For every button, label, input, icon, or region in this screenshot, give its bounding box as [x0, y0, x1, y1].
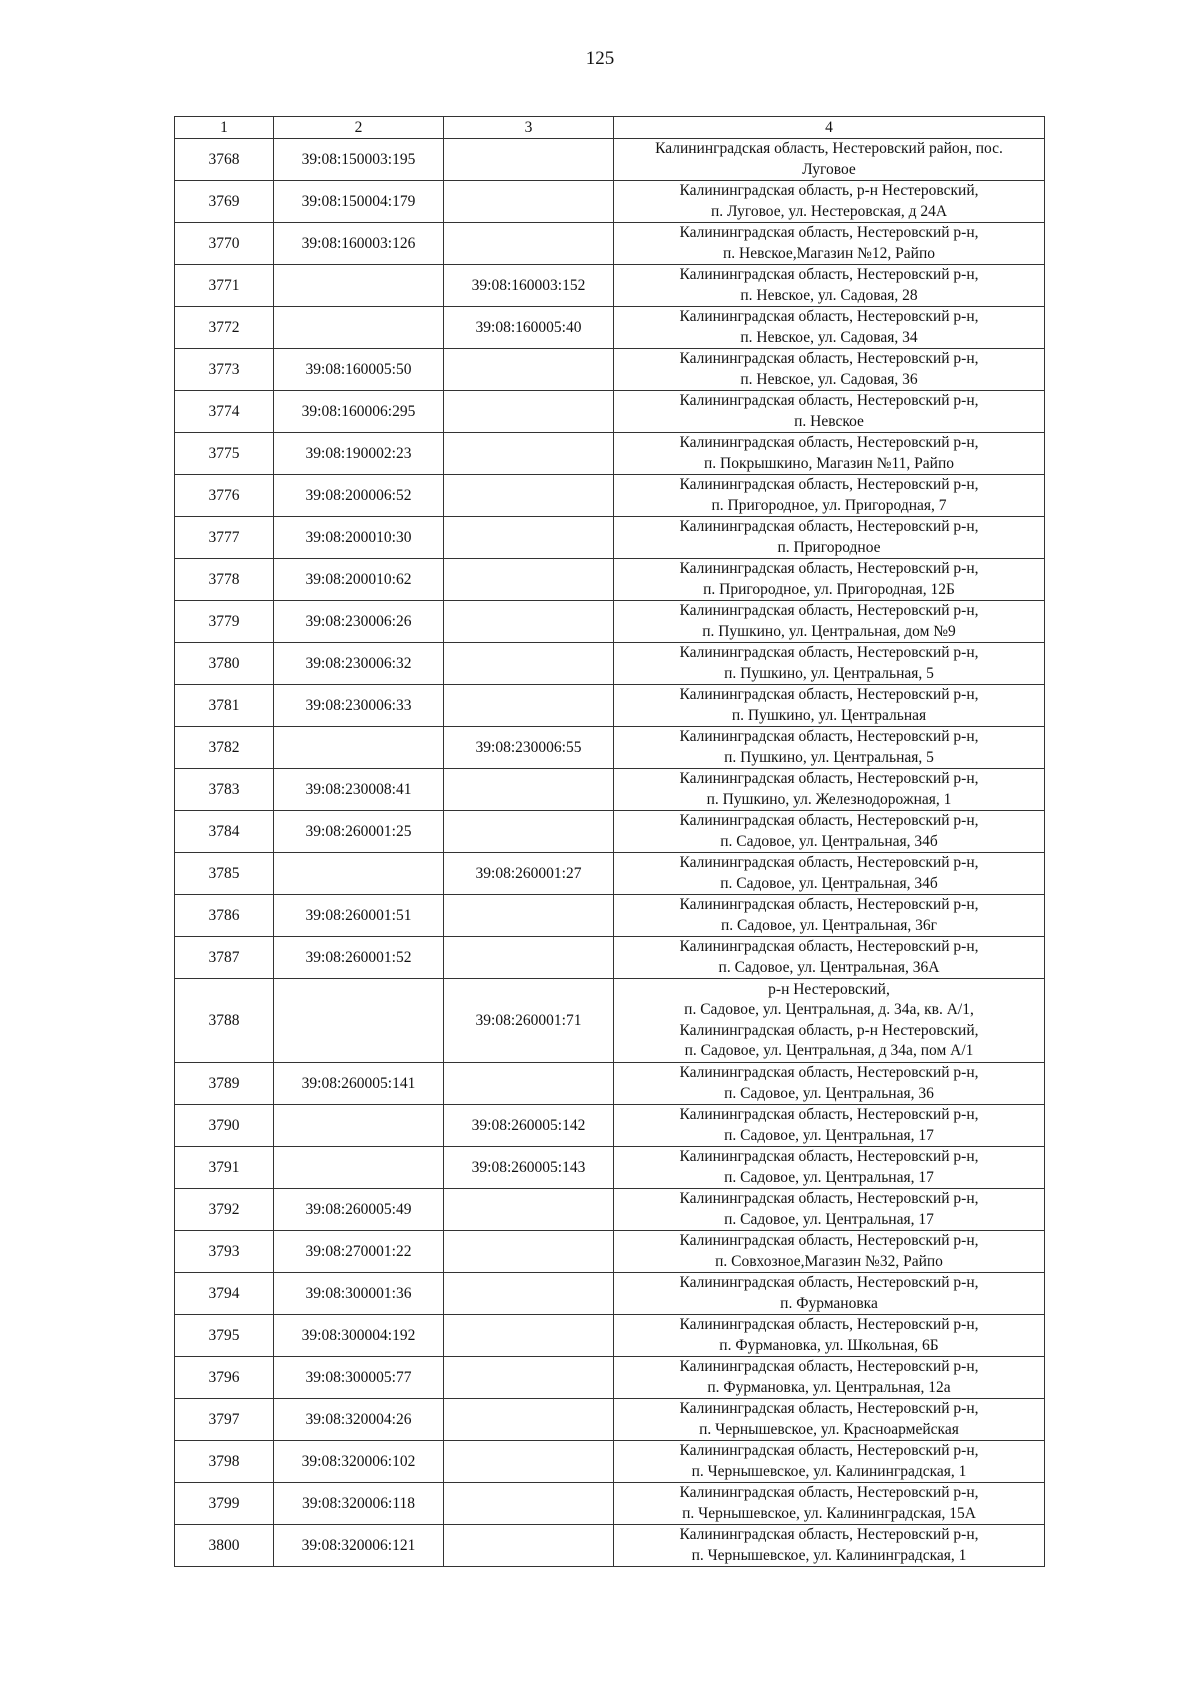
address-line: п. Садовое, ул. Центральная, 17	[724, 1126, 934, 1144]
address-line: п. Пригородное, ул. Пригородная, 7	[711, 496, 947, 514]
address-line: п. Пушкино, ул. Центральная, 5	[724, 748, 934, 766]
address-line: п. Фурмановка	[780, 1294, 878, 1312]
address-line: п. Садовое, ул. Центральная, д 34а, пом А/1	[684, 1042, 974, 1059]
cadastral-number-alt-cell	[444, 391, 614, 433]
table-row	[175, 643, 1045, 685]
registry-table	[174, 116, 1045, 1567]
address-line: Калининградская область, Нестеровский р-н,	[679, 602, 979, 619]
cadastral-number-alt-cell	[444, 181, 614, 223]
cadastral-number-alt-cell	[444, 475, 614, 517]
address-line: п. Совхозное,Магазин №32, Райпо	[715, 1252, 943, 1270]
address-cell	[614, 1441, 1045, 1483]
cadastral-number-cell: 39:08:320006:121	[274, 1525, 444, 1567]
address-line: Калининградская область, Нестеровский р-н,	[679, 896, 979, 913]
address-line: п. Пушкино, ул. Центральная, дом №9	[702, 622, 956, 640]
row-number-cell: 3780	[175, 643, 274, 685]
row-number-cell: 3800	[175, 1525, 274, 1567]
cadastral-number-alt-cell	[444, 433, 614, 475]
cadastral-number-alt-cell	[444, 1399, 614, 1441]
address-cell	[614, 685, 1045, 727]
address-line: п. Покрышкино, Магазин №11, Райпо	[703, 454, 955, 472]
address-line: п. Пушкино, ул. Центральная	[731, 706, 927, 724]
address-line: Калининградская область, Нестеровский р-н,	[679, 854, 979, 871]
address-line: п. Чернышевское, ул. Калининградская, 1	[691, 1546, 967, 1564]
cadastral-number-alt-cell	[444, 811, 614, 853]
row-number-cell: 3777	[175, 517, 274, 559]
row-number-cell: 3769	[175, 181, 274, 223]
cadastral-number-alt-cell	[444, 769, 614, 811]
address-line: Калининградская область, Нестеровский р-н,	[679, 1484, 979, 1501]
cadastral-number-cell: 39:08:320004:26	[274, 1399, 444, 1441]
address-line: п. Садовое, ул. Центральная, 17	[724, 1168, 934, 1186]
address-line: Калининградская область, Нестеровский р-н,	[679, 1316, 979, 1333]
row-number-cell: 3774	[175, 391, 274, 433]
address-line: Калининградская область, Нестеровский р-н,	[679, 938, 979, 955]
address-line: п. Пригородное, ул. Пригородная, 12Б	[703, 580, 955, 598]
address-cell	[614, 979, 1045, 1063]
address-cell	[614, 1357, 1045, 1399]
table-row	[175, 433, 1045, 475]
address-line: п. Садовое, ул. Центральная, 36	[724, 1084, 934, 1102]
column-header-2: 2	[274, 117, 444, 139]
row-number-cell: 3791	[175, 1147, 274, 1189]
row-number-cell: 3771	[175, 265, 274, 307]
address-line: Калининградская область, Нестеровский р-н,	[679, 392, 979, 409]
column-header-3: 3	[444, 117, 614, 139]
cadastral-number-cell: 39:08:230006:26	[274, 601, 444, 643]
address-line: п. Невское, ул. Садовая, 34	[740, 328, 918, 346]
cadastral-number-cell: 39:08:260005:49	[274, 1189, 444, 1231]
address-line: Калининградская область, Нестеровский р-н,	[679, 1232, 979, 1249]
address-cell	[614, 1063, 1045, 1105]
address-cell	[614, 769, 1045, 811]
address-line: п. Чернышевское, ул. Красноармейская	[699, 1420, 959, 1438]
cadastral-number-cell: 39:08:200006:52	[274, 475, 444, 517]
cadastral-number-cell: 39:08:230008:41	[274, 769, 444, 811]
address-cell	[614, 601, 1045, 643]
address-line: р-н Нестеровский,	[768, 980, 890, 998]
cadastral-number-alt-cell	[444, 1231, 614, 1273]
table-row	[175, 853, 1045, 895]
address-line: Калининградская область, Нестеровский р-н,	[679, 518, 979, 535]
table-row	[175, 391, 1045, 433]
address-line: п. Садовое, ул. Центральная, 34б	[720, 874, 938, 892]
row-number-cell: 3787	[175, 937, 274, 979]
table-row	[175, 1105, 1045, 1147]
address-cell	[614, 139, 1045, 181]
table-row	[175, 223, 1045, 265]
address-line: п. Садовое, ул. Центральная, 34б	[720, 832, 938, 850]
cadastral-number-alt-cell: 39:08:230006:55	[444, 727, 614, 769]
cadastral-number-alt-cell: 39:08:260005:142	[444, 1105, 614, 1147]
cadastral-number-cell: 39:08:270001:22	[274, 1231, 444, 1273]
row-number-cell: 3784	[175, 811, 274, 853]
table-row	[175, 811, 1045, 853]
cadastral-number-alt-cell	[444, 223, 614, 265]
address-cell	[614, 181, 1045, 223]
cadastral-number-alt-cell	[444, 1189, 614, 1231]
table-row	[175, 979, 1045, 1063]
cadastral-number-alt-cell	[444, 1357, 614, 1399]
address-cell	[614, 517, 1045, 559]
page-number: 125	[585, 48, 615, 69]
cadastral-number-cell: 39:08:230006:32	[274, 643, 444, 685]
column-header-1: 1	[175, 117, 274, 139]
address-line: Калининградская область, Нестеровский р-н,	[679, 1064, 979, 1081]
cadastral-number-alt-cell	[444, 1063, 614, 1105]
cadastral-number-cell: 39:08:150004:179	[274, 181, 444, 223]
cadastral-number-cell: 39:08:200010:30	[274, 517, 444, 559]
address-cell	[614, 391, 1045, 433]
table-row	[175, 181, 1045, 223]
cadastral-number-alt-cell	[444, 1273, 614, 1315]
cadastral-number-cell	[274, 853, 444, 895]
address-line: п. Чернышевское, ул. Калининградская, 1	[691, 1462, 967, 1480]
address-cell	[614, 895, 1045, 937]
cadastral-number-cell: 39:08:300004:192	[274, 1315, 444, 1357]
table-row	[175, 349, 1045, 391]
table-row	[175, 1483, 1045, 1525]
address-cell	[614, 307, 1045, 349]
cadastral-number-cell: 39:08:300005:77	[274, 1357, 444, 1399]
address-line: Калининградская область, Нестеровский р-н,	[679, 224, 979, 241]
row-number-cell: 3783	[175, 769, 274, 811]
cadastral-number-alt-cell: 39:08:160005:40	[444, 307, 614, 349]
cadastral-number-alt-cell: 39:08:260001:71	[444, 979, 614, 1063]
address-line: п. Фурмановка, ул. Центральная, 12а	[707, 1378, 951, 1396]
table-row	[175, 601, 1045, 643]
table-row	[175, 1399, 1045, 1441]
cadastral-number-alt-cell	[444, 1483, 614, 1525]
row-number-cell: 3797	[175, 1399, 274, 1441]
column-header-4: 4	[614, 117, 1045, 139]
address-line: Калининградская область, Нестеровский р-н,	[679, 560, 979, 577]
address-line: Калининградская область, р-н Нестеровский,	[679, 182, 979, 199]
address-cell	[614, 1105, 1045, 1147]
cadastral-number-cell: 39:08:260001:51	[274, 895, 444, 937]
cadastral-number-cell: 39:08:260001:25	[274, 811, 444, 853]
address-line: п. Луговое, ул. Нестеровская, д 24А	[710, 202, 948, 220]
cadastral-number-alt-cell	[444, 1525, 614, 1567]
table-row	[175, 727, 1045, 769]
cadastral-number-cell: 39:08:260001:52	[274, 937, 444, 979]
row-number-cell: 3790	[175, 1105, 274, 1147]
address-line: п. Чернышевское, ул. Калининградская, 15А	[682, 1504, 976, 1522]
address-line: Калининградская область, Нестеровский р-н,	[679, 1358, 979, 1375]
cadastral-number-alt-cell	[444, 517, 614, 559]
row-number-cell: 3770	[175, 223, 274, 265]
table-row	[175, 1315, 1045, 1357]
address-cell	[614, 475, 1045, 517]
address-cell	[614, 1315, 1045, 1357]
row-number-cell: 3782	[175, 727, 274, 769]
cadastral-number-cell	[274, 1105, 444, 1147]
address-line: Калининградская область, Нестеровский р-н,	[679, 770, 979, 787]
table-row	[175, 517, 1045, 559]
address-cell	[614, 1273, 1045, 1315]
row-number-cell: 3796	[175, 1357, 274, 1399]
address-line: п. Садовое, ул. Центральная, 17	[724, 1210, 934, 1228]
header-row	[175, 117, 1045, 139]
address-line: Калининградская область, Нестеровский р-н,	[679, 644, 979, 661]
cadastral-number-cell	[274, 1147, 444, 1189]
row-number-cell: 3798	[175, 1441, 274, 1483]
address-line: Калининградская область, Нестеровский р-н,	[679, 686, 979, 703]
cadastral-number-cell: 39:08:160005:50	[274, 349, 444, 391]
table-row	[175, 769, 1045, 811]
cadastral-number-cell: 39:08:320006:118	[274, 1483, 444, 1525]
address-line: п. Невское,Магазин №12, Райпо	[722, 244, 936, 262]
table-row	[175, 1063, 1045, 1105]
address-line: Калининградская область, Нестеровский р-н,	[679, 266, 979, 283]
address-line: Калининградская область, Нестеровский р-н,	[679, 728, 979, 745]
cadastral-number-cell: 39:08:320006:102	[274, 1441, 444, 1483]
address-cell	[614, 265, 1045, 307]
address-cell	[614, 1231, 1045, 1273]
cadastral-number-cell	[274, 979, 444, 1063]
row-number-cell: 3781	[175, 685, 274, 727]
cadastral-number-cell: 39:08:260005:141	[274, 1063, 444, 1105]
row-number-cell: 3775	[175, 433, 274, 475]
row-number-cell: 3788	[175, 979, 274, 1063]
table-row	[175, 475, 1045, 517]
address-line: Калининградская область, Нестеровский р-н,	[679, 812, 979, 829]
row-number-cell: 3768	[175, 139, 274, 181]
cadastral-number-cell	[274, 307, 444, 349]
cadastral-number-cell	[274, 727, 444, 769]
row-number-cell: 3799	[175, 1483, 274, 1525]
cadastral-number-alt-cell: 39:08:260005:143	[444, 1147, 614, 1189]
table-row	[175, 307, 1045, 349]
address-line: Калининградская область, Нестеровский р-н,	[679, 1526, 979, 1543]
address-line: п. Садовое, ул. Центральная, д. 34а, кв. А/1,	[684, 1001, 974, 1018]
table-row	[175, 1357, 1045, 1399]
address-cell	[614, 349, 1045, 391]
address-line: п. Невское	[794, 412, 864, 430]
address-line: п. Пушкино, ул. Железнодорожная, 1	[706, 790, 952, 808]
row-number-cell: 3778	[175, 559, 274, 601]
address-cell	[614, 433, 1045, 475]
cadastral-number-cell: 39:08:230006:33	[274, 685, 444, 727]
address-cell	[614, 1483, 1045, 1525]
cadastral-number-alt-cell	[444, 349, 614, 391]
row-number-cell: 3776	[175, 475, 274, 517]
address-line: Луговое	[802, 160, 856, 178]
address-cell	[614, 853, 1045, 895]
cadastral-number-cell: 39:08:160003:126	[274, 223, 444, 265]
cadastral-number-alt-cell	[444, 895, 614, 937]
cadastral-number-alt-cell	[444, 559, 614, 601]
address-line: Калининградская область, Нестеровский р-н,	[679, 1106, 979, 1123]
address-line: Калининградская область, Нестеровский р-н,	[679, 1274, 979, 1291]
address-line: Калининградская область, Нестеровский р-н,	[679, 350, 979, 367]
cadastral-number-alt-cell: 39:08:160003:152	[444, 265, 614, 307]
cadastral-number-cell: 39:08:150003:195	[274, 139, 444, 181]
row-number-cell: 3793	[175, 1231, 274, 1273]
table-row	[175, 895, 1045, 937]
address-line: п. Садовое, ул. Центральная, 36г	[720, 916, 938, 934]
address-line: Калининградская область, Нестеровский р-н,	[679, 308, 979, 325]
address-line: Калининградская область, Нестеровский р-н,	[679, 476, 979, 493]
table-row	[175, 559, 1045, 601]
address-line: Калининградская область, Нестеровский р-н,	[679, 1400, 979, 1417]
table-body	[175, 139, 1045, 1567]
cadastral-number-alt-cell	[444, 139, 614, 181]
address-cell	[614, 1189, 1045, 1231]
table-row	[175, 937, 1045, 979]
row-number-cell: 3795	[175, 1315, 274, 1357]
cadastral-number-alt-cell	[444, 1441, 614, 1483]
address-line: Калининградская область, Нестеровский р-н,	[679, 1148, 979, 1165]
address-line: п. Пушкино, ул. Центральная, 5	[724, 664, 934, 682]
table-row	[175, 1147, 1045, 1189]
row-number-cell: 3779	[175, 601, 274, 643]
row-number-cell: 3786	[175, 895, 274, 937]
table-header	[175, 117, 1045, 139]
cadastral-number-cell: 39:08:160006:295	[274, 391, 444, 433]
cadastral-number-cell: 39:08:190002:23	[274, 433, 444, 475]
cadastral-number-alt-cell	[444, 685, 614, 727]
address-cell	[614, 223, 1045, 265]
address-line: Калининградская область, Нестеровский р-н,	[679, 1190, 979, 1207]
row-number-cell: 3792	[175, 1189, 274, 1231]
row-number-cell: 3794	[175, 1273, 274, 1315]
row-number-cell: 3773	[175, 349, 274, 391]
cadastral-number-alt-cell	[444, 643, 614, 685]
address-line: п. Фурмановка, ул. Школьная, 6Б	[719, 1336, 939, 1354]
cadastral-number-alt-cell	[444, 1315, 614, 1357]
address-line: п. Невское, ул. Садовая, 36	[740, 370, 918, 388]
address-cell	[614, 1525, 1045, 1567]
address-line: Калининградская область, Нестеровский р-н,	[679, 1442, 979, 1459]
address-line: п. Пригородное	[777, 538, 881, 556]
address-cell	[614, 643, 1045, 685]
address-cell	[614, 937, 1045, 979]
address-cell	[614, 1399, 1045, 1441]
address-line: Калининградская область, Нестеровский район, пос.	[655, 140, 1003, 157]
row-number-cell: 3785	[175, 853, 274, 895]
cadastral-number-cell	[274, 265, 444, 307]
address-line: п. Невское, ул. Садовая, 28	[740, 286, 918, 304]
table-row	[175, 1525, 1045, 1567]
table-row	[175, 1441, 1045, 1483]
table-row	[175, 1273, 1045, 1315]
address-line: п. Садовое, ул. Центральная, 36А	[718, 958, 940, 976]
row-number-cell: 3789	[175, 1063, 274, 1105]
table-row	[175, 265, 1045, 307]
cadastral-number-alt-cell	[444, 601, 614, 643]
table-row	[175, 1189, 1045, 1231]
address-line: Калининградская область, р-н Нестеровский,	[679, 1021, 979, 1039]
cadastral-number-alt-cell	[444, 937, 614, 979]
row-number-cell: 3772	[175, 307, 274, 349]
cadastral-number-cell: 39:08:300001:36	[274, 1273, 444, 1315]
address-cell	[614, 811, 1045, 853]
cadastral-number-cell: 39:08:200010:62	[274, 559, 444, 601]
address-cell	[614, 559, 1045, 601]
cadastral-number-alt-cell: 39:08:260001:27	[444, 853, 614, 895]
address-line: Калининградская область, Нестеровский р-н,	[679, 434, 979, 451]
table-row	[175, 1231, 1045, 1273]
table-row	[175, 685, 1045, 727]
table-row	[175, 139, 1045, 181]
address-cell	[614, 727, 1045, 769]
address-cell	[614, 1147, 1045, 1189]
